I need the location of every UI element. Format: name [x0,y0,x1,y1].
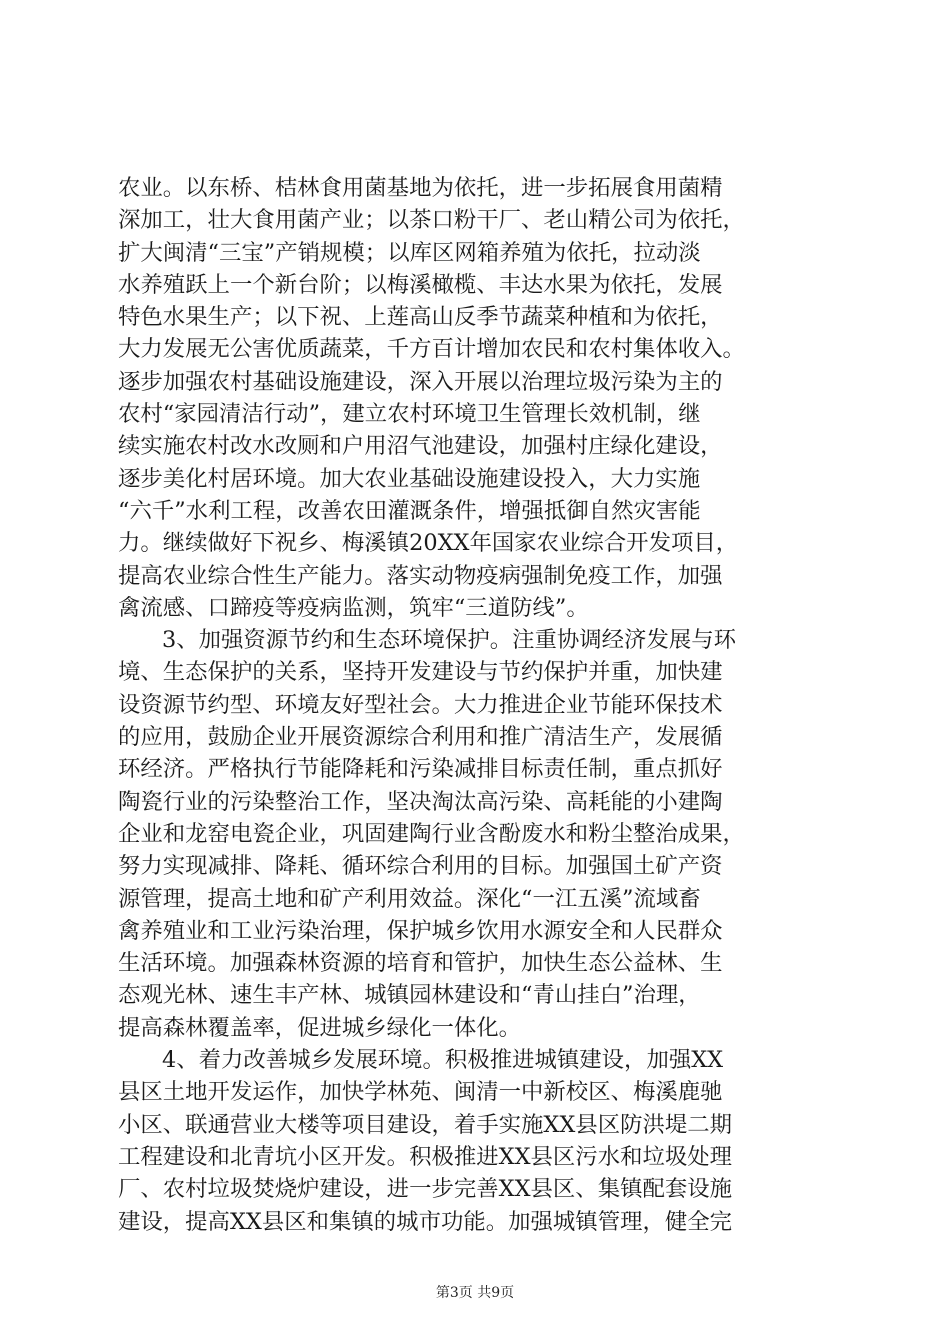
text-line: 源管理，提高土地和矿产利用效益。深化“一江五溪”流域畜 [118,885,701,912]
text-line: 逐步美化村居环境。加大农业基础设施建设投入，大力实施 [118,465,701,492]
text-line: 环经济。严格执行节能降耗和污染减排目标责任制，重点抓好 [118,756,723,783]
text-line: 工程建设和北青坑小区开发。积极推进XX县区污水和垃圾处理 [118,1143,733,1170]
text-line: 力。继续做好下祝乡、梅溪镇20XX年国家农业综合开发项目， [118,530,739,557]
text-line: 水养殖跃上一个新台阶；以梅溪橄榄、丰达水果为依托，发展 [118,271,723,298]
text-line: 企业和龙窑电瓷企业，巩固建陶行业含酚废水和粉尘整治成果， [118,820,745,847]
text-line: 努力实现减排、降耗、循环综合利用的目标。加强国土矿产资 [118,853,723,880]
text-line: 农村“家园清洁行动”，建立农村环境卫生管理长效机制，继 [118,401,701,428]
text-line: 生活环境。加强森林资源的培育和管护，加快生态公益林、生 [118,950,723,977]
text-line: 逐步加强农村基础设施建设，深入开展以治理垃圾污染为主的 [118,368,723,395]
text-line: 态观光林、速生丰产林、城镇园林建设和“青山挂白”治理， [118,982,701,1009]
text-line: 续实施农村改水改厕和户用沼气池建设，加强村庄绿化建设， [118,433,723,460]
text-line: 深加工，壮大食用菌产业；以茶口粉干厂、老山精公司为依托， [118,207,745,234]
body-text [118,172,834,1238]
text-line: 禽流感、口蹄疫等疫病监测，筑牢“三道防线”。 [118,594,589,621]
text-line: 大力发展无公害优质蔬菜，千方百计增加农民和农村集体收入。 [118,336,745,363]
text-line: “六千”水利工程，改善农田灌溉条件，增强抵御自然灾害能 [118,497,701,524]
paragraph-start-line: 4、着力改善城乡发展环境。积极推进城镇建设，加强XX [162,1047,724,1074]
text-line: 特色水果生产；以下祝、上莲高山反季节蔬菜种植和为依托， [118,304,723,331]
text-line: 禽养殖业和工业污染治理，保护城乡饮用水源安全和人民群众 [118,917,723,944]
text-line: 的应用，鼓励企业开展资源综合利用和推广清洁生产，发展循 [118,724,723,751]
page-number-footer: 第3页 共9页 [435,1285,515,1301]
text-line: 农业。以东桥、桔林食用菌基地为依托，进一步拓展食用菌精 [118,175,723,201]
text-line: 建设，提高XX县区和集镇的城市功能。加强城镇管理，健全完 [118,1208,733,1235]
text-line: 小区、联通营业大楼等项目建设，着手实施XX县区防洪堤二期 [118,1111,733,1138]
text-line: 境、生态保护的关系，坚持开发建设与节约保护并重，加快建 [118,659,723,686]
text-line: 设资源节约型、环境友好型社会。大力推进企业节能环保技术 [118,691,723,718]
text-line: 县区土地开发运作，加快学林苑、闽清一中新校区、梅溪鹿驰 [118,1079,723,1106]
text-line: 扩大闽清“三宝”产销规模；以库区网箱养殖为依托，拉动淡 [118,239,701,266]
text-line: 提高农业综合性生产能力。落实动物疫病强制免疫工作，加强 [118,562,723,589]
text-line: 厂、农村垃圾焚烧炉建设，进一步完善XX县区、集镇配套设施 [118,1176,733,1203]
text-line: 陶瓷行业的污染整治工作，坚决淘汰高污染、高耗能的小建陶 [118,788,723,815]
paragraph-start-line: 3、加强资源节约和生态环境保护。注重协调经济发展与环 [162,627,737,654]
text-line: 提高森林覆盖率，促进城乡绿化一体化。 [118,1014,522,1041]
